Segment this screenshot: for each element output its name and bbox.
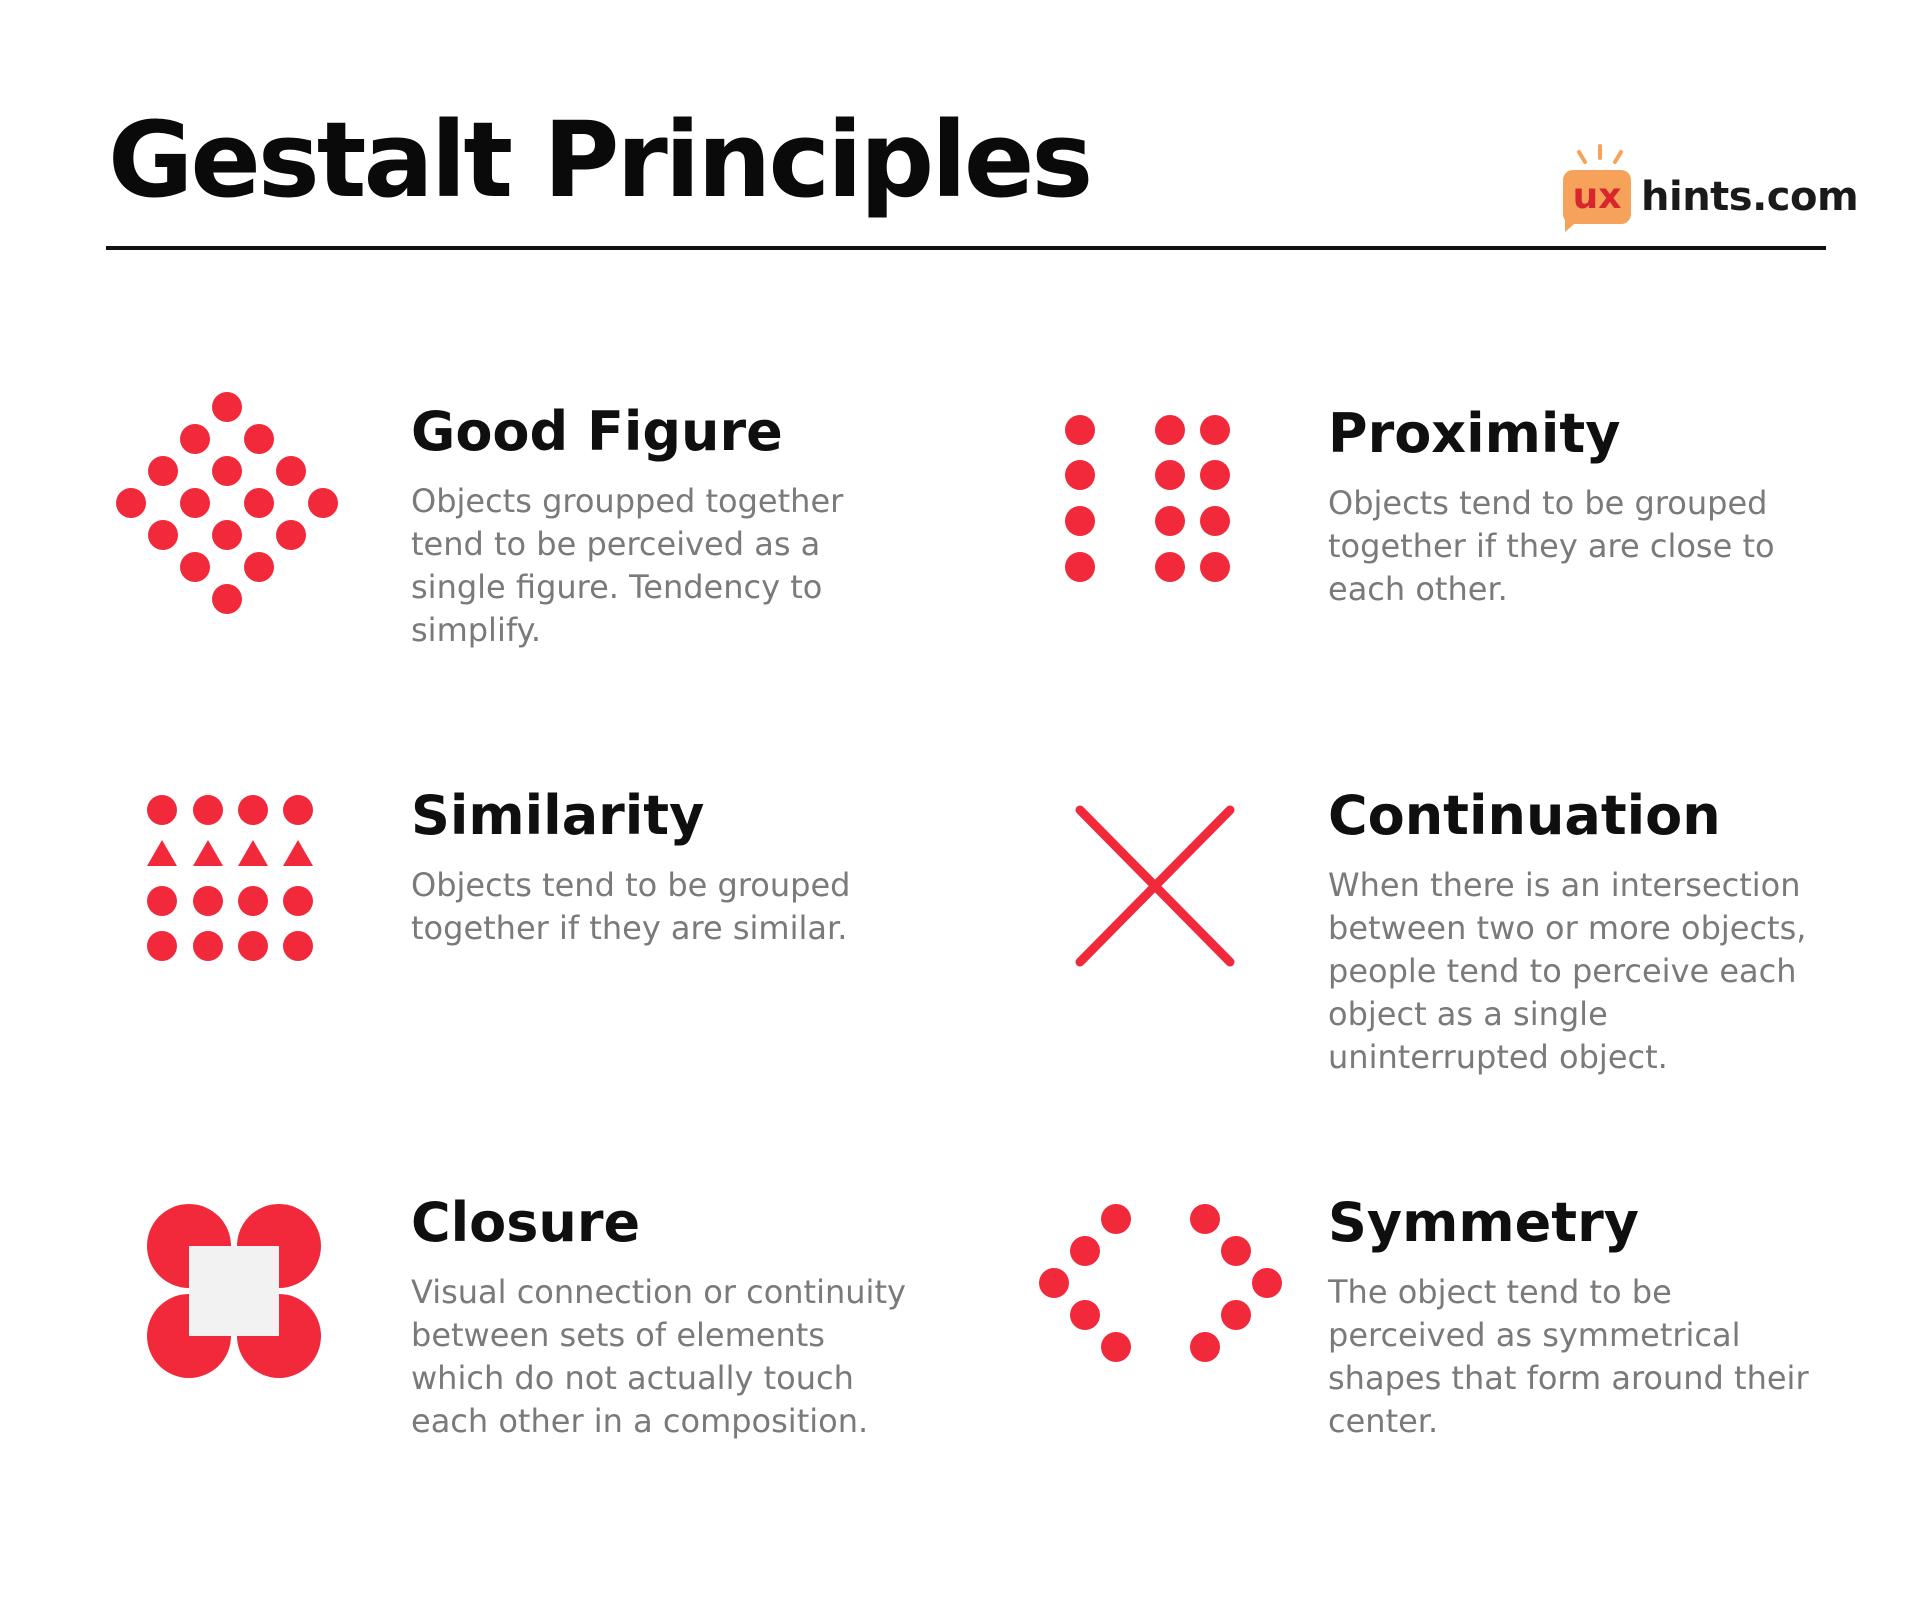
circles-triangles-icon [140, 790, 330, 970]
logo-badge [1563, 170, 1631, 224]
closure-square-icon [145, 1202, 325, 1382]
grouped-dots-icon [1050, 400, 1250, 600]
principle-description: Objects groupped together tend to be perceived as a single figure. Tendency to simplify. [411, 482, 844, 649]
bracket-dots-icon [1030, 1195, 1290, 1375]
principle-title: Closure [411, 1191, 641, 1254]
principle-title: Good Figure [411, 400, 783, 463]
principle-title: Continuation [1328, 784, 1721, 847]
page-title: Gestalt Principles [108, 99, 1091, 221]
principle-title: Similarity [411, 784, 705, 847]
crossing-lines-icon [1070, 800, 1250, 970]
logo-bubble-tail [1565, 218, 1581, 232]
principle-title: Proximity [1328, 402, 1621, 465]
principle-title: Symmetry [1328, 1191, 1639, 1254]
principle-description: When there is an intersection between two or more objects, people tend to perceive each object as a single uninterrupted object. [1328, 866, 1807, 1076]
logo-text: hints.com [1641, 174, 1859, 220]
principle-description: Objects tend to be grouped together if they are close to each other. [1328, 484, 1775, 608]
sparkle-rays-icon [1565, 144, 1635, 166]
principle-description: Objects tend to be grouped together if they are similar. [411, 866, 851, 947]
principle-description: The object tend to be perceived as symmetrical shapes that form around their center. [1328, 1273, 1809, 1440]
diamond-dots-icon [100, 375, 360, 635]
title-divider [106, 246, 1826, 250]
principle-description: Visual connection or continuity between sets of elements which do not actually touch each other in a composition. [411, 1273, 906, 1440]
uxhints-logo[interactable] [1555, 140, 1859, 230]
logo-badge-text: ux [1572, 176, 1622, 217]
